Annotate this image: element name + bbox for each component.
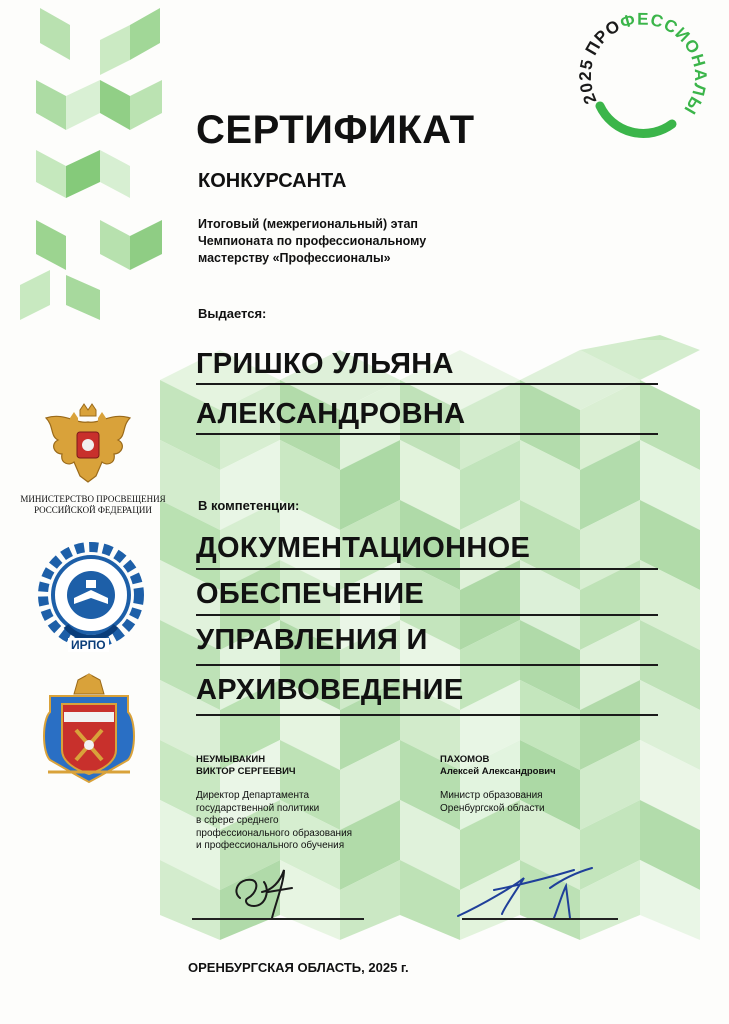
certificate-title: СЕРТИФИКАТ [196, 108, 475, 152]
signatory-position-line: Директор Департамента [196, 790, 310, 801]
signatory-1-position [196, 790, 352, 853]
signatory-position-line: и профессионального обучения [196, 840, 345, 851]
signatory-2-name [440, 754, 556, 778]
recipient-line: АЛЕКСАНДРОВНА [196, 398, 466, 430]
signatory-name-line: НЕУМЫВАКИН [196, 754, 266, 765]
underline [196, 433, 658, 435]
competence-line: УПРАВЛЕНИЯ И [196, 624, 428, 656]
orenburg-coat-of-arms-icon [40, 672, 138, 784]
logo-green-arc-icon [600, 106, 672, 133]
logo-word-green: ФЕССИОНАЛЫ [618, 9, 711, 119]
signatory-name-line: ВИКТОР СЕРГЕЕВИЧ [196, 766, 296, 777]
signature-1-line [192, 918, 364, 920]
stage-line: мастерству «Профессионалы» [198, 251, 391, 265]
certificate-subtitle: КОНКУРСАНТА [198, 170, 347, 192]
irpo-gear-logo-icon [36, 540, 146, 650]
svg-text:2025ПРОФЕССИОНАЛЫ [576, 10, 710, 119]
ministry-line: РОССИЙСКОЙ ФЕДЕРАЦИИ [34, 505, 152, 515]
signature-1-icon [226, 862, 306, 920]
signatory-2-position [440, 790, 545, 815]
stage-line: Итоговый (межрегиональный) этап [198, 217, 418, 231]
underline [196, 664, 658, 666]
irpo-label: ИРПО [68, 638, 109, 652]
footer-location-year: ОРЕНБУРГСКАЯ ОБЛАСТЬ, 2025 г. [188, 960, 409, 975]
underline [196, 568, 658, 570]
stage-line: Чемпионата по профессиональному [198, 234, 427, 248]
logo-year: 2025 [575, 57, 601, 107]
signatory-position-line: Оренбургской области [440, 802, 545, 814]
signatory-position-line: профессионального образования [196, 827, 353, 839]
underline [196, 614, 658, 616]
signature-2-icon [454, 864, 604, 924]
professionaly-logo [572, 6, 712, 146]
signature-2-line [462, 918, 618, 920]
signatory-1-name [196, 754, 296, 778]
competence-label: В компетенции: [198, 498, 300, 513]
signatory-name-line: Алексей Александрович [440, 766, 556, 777]
signatory-position-line: в сфере среднего [196, 815, 279, 826]
recipient-line: ГРИШКО УЛЬЯНА [196, 348, 454, 380]
signatory-position-line: государственной политики [196, 802, 320, 814]
underline [196, 714, 658, 716]
competence-line: ОБЕСПЕЧЕНИЕ [196, 578, 425, 610]
stage-description [198, 216, 498, 267]
competence-line: АРХИВОВЕДЕНИЕ [196, 674, 464, 706]
signatory-position-line: Министр образования [440, 790, 543, 801]
competence-line: ДОКУМЕНТАЦИОННОЕ [196, 532, 531, 564]
underline [196, 383, 658, 385]
signatory-name-line: ПАХОМОВ [440, 754, 490, 765]
ministry-line: МИНИСТЕРСТВО ПРОСВЕЩЕНИЯ [20, 494, 166, 504]
issued-label: Выдается: [198, 306, 267, 321]
ministry-caption [18, 494, 168, 516]
logo-word-dark: ПРО [581, 15, 624, 59]
double-headed-eagle-icon [40, 402, 136, 488]
